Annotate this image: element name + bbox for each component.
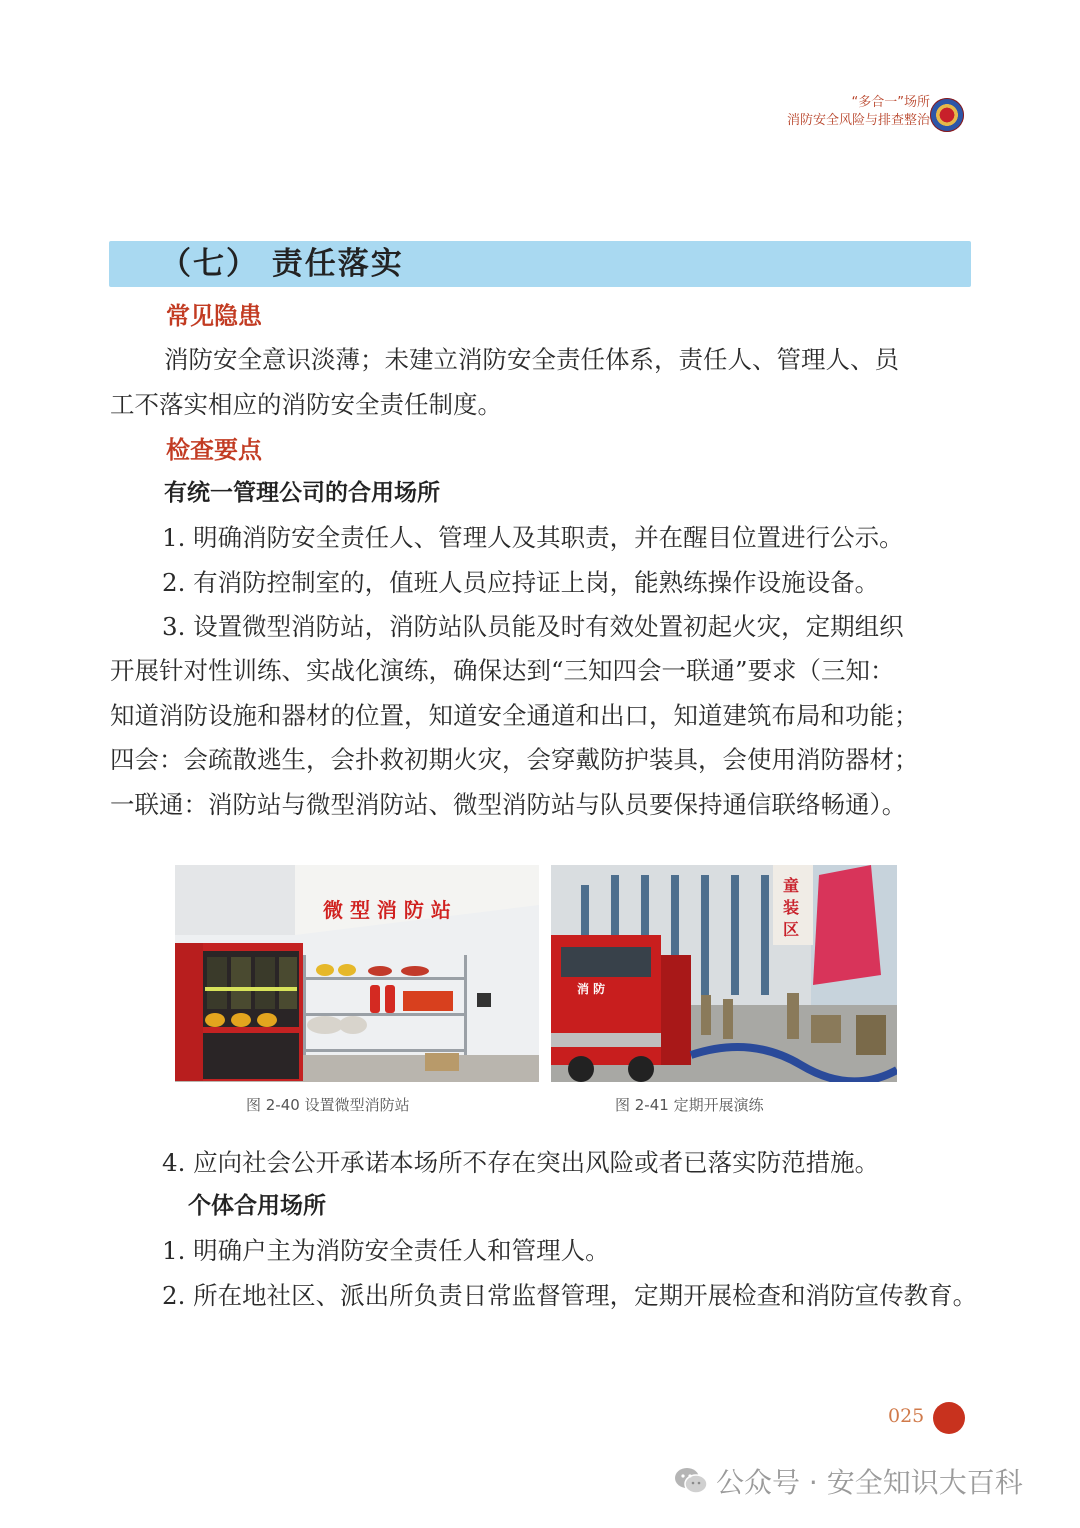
fire-drill-photo <box>551 865 897 1082</box>
page-number: 025 <box>888 1405 925 1427</box>
station-sign-text: 微 型 消 防 站 <box>323 898 451 922</box>
hazards-text-line2: 工不落实相应的消防安全责任制度。 <box>110 390 502 419</box>
group2-item-2: 2. 所在地社区、派出所负责日常监督管理，定期开展检查和消防宣传教育。 <box>162 1281 978 1310</box>
section-title: （七） 责任落实 <box>160 246 404 282</box>
checkpoint-item-3-line3: 知道消防设施和器材的位置，知道安全通道和出口，知道建筑布局和功能； <box>110 701 919 730</box>
header-line2: 消防安全风险与排查整治 <box>786 113 930 128</box>
watermark-text: 公众号 · 安全知识大百科 <box>716 1466 1023 1499</box>
fire-rescue-emblem-icon <box>930 98 964 132</box>
checkpoint-item-3-line4: 四会：会疏散逃生，会扑救初期火灾，会穿戴防护装具，会使用消防器材； <box>110 745 919 774</box>
group2-title: 个体合用场所 <box>188 1193 326 1219</box>
childrenswear-sign-2: 装 <box>783 898 800 917</box>
hazards-text-line1: 消防安全意识淡薄；未建立消防安全责任体系，责任人、管理人、员 <box>164 345 899 374</box>
checkpoint-item-3-line2: 开展针对性训练、实战化演练，确保达到“三知四会一联通”要求（三知： <box>110 656 895 685</box>
childrenswear-sign-3: 区 <box>783 920 800 939</box>
micro-fire-station-photo <box>175 865 539 1082</box>
checkpoint-item-2: 2. 有消防控制室的，值班人员应持证上岗，能熟练操作设施设备。 <box>162 568 880 597</box>
fire-drill-illustration <box>551 865 897 1082</box>
truck-text: 消 防 <box>577 982 606 996</box>
page-marker-dot <box>933 1402 965 1434</box>
running-header <box>787 94 930 130</box>
checkpoint-item-3-line1: 3. 设置微型消防站，消防站队员能及时有效处置初起火灾，定期组织 <box>162 612 904 641</box>
group2-item-1: 1. 明确户主为消防安全责任人和管理人。 <box>162 1236 610 1265</box>
childrenswear-sign: 童 <box>783 876 800 895</box>
hazards-heading: 常见隐患 <box>166 302 262 330</box>
group1-title: 有统一管理公司的合用场所 <box>164 480 440 506</box>
checkpoint-item-3-line5: 一联通：消防站与微型消防站、微型消防站与队员要保持通信联络畅通）。 <box>110 790 907 819</box>
figure-2-40-caption: 图 2-40 设置微型消防站 <box>246 1096 410 1114</box>
figure-2-41-caption: 图 2-41 定期开展演练 <box>615 1096 764 1114</box>
wechat-icon <box>674 1466 708 1496</box>
checkpoints-heading: 检查要点 <box>166 436 262 464</box>
header-line1: “多合一”场所 <box>851 95 930 110</box>
checkpoint-item-1: 1. 明确消防安全责任人、管理人及其职责，并在醒目位置进行公示。 <box>162 523 904 552</box>
checkpoint-item-4: 4. 应向社会公开承诺本场所不存在突出风险或者已落实防范措施。 <box>162 1148 880 1177</box>
micro-fire-station-illustration <box>175 865 539 1082</box>
